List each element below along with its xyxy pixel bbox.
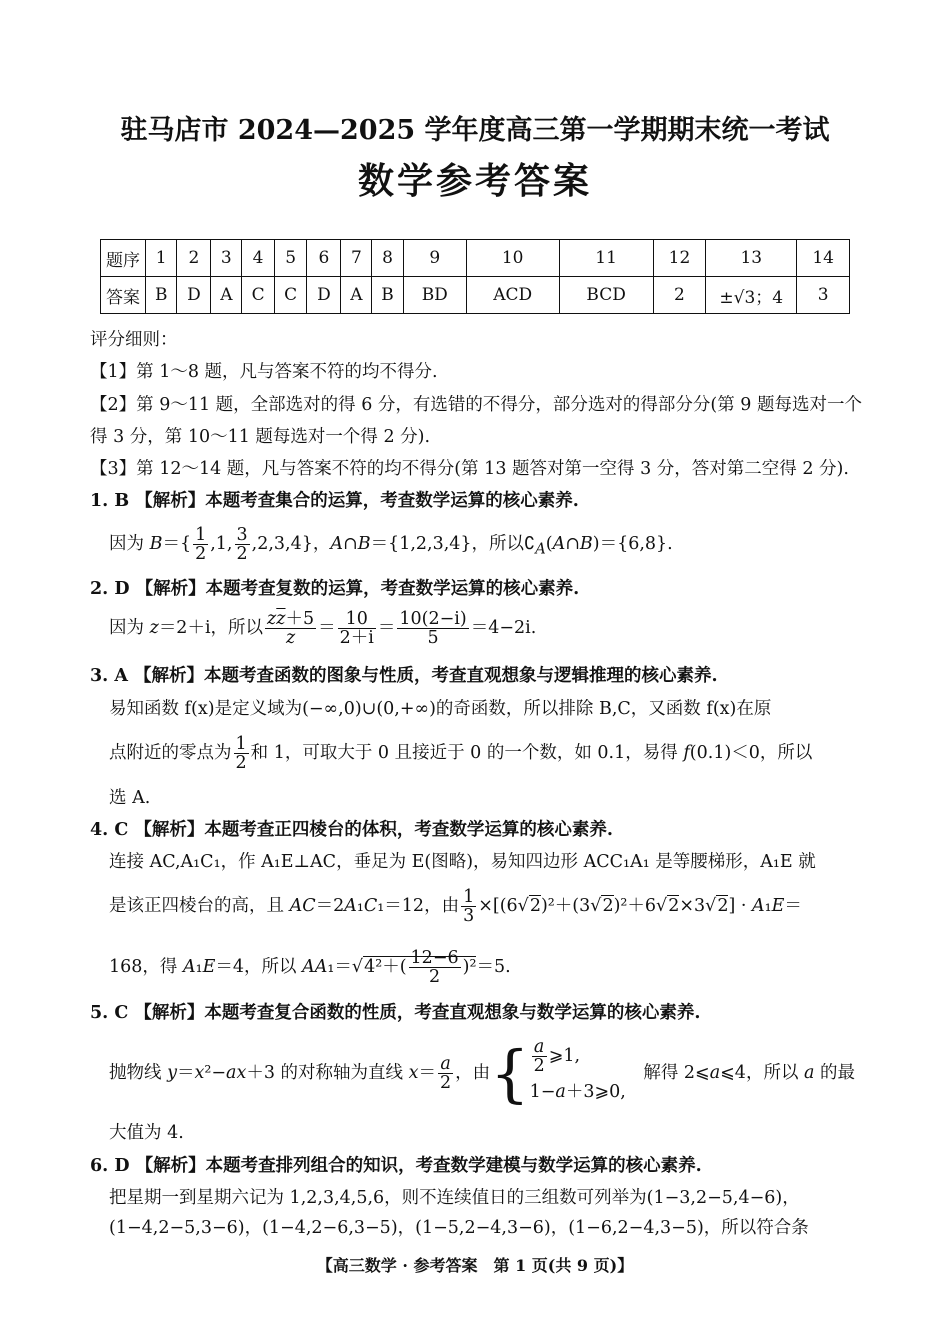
table-cell: 2: [177, 240, 211, 277]
q3-line: 点附近的零点为 $\frac{1}{2}$ 和 1，可取大于 0 且接近于 0 的一个数，如 0.1，易得 f(0.1)＜0，所以: [109, 734, 813, 773]
table-cell: D: [177, 277, 211, 314]
q2-heading: 2. D 【解析】本题考查复数的运算，考查数学运算的核心素养.: [90, 579, 580, 599]
table-cell: 12: [653, 240, 706, 277]
table-cell: C: [274, 277, 307, 314]
row-label: 答案: [101, 277, 146, 314]
table-cell: 5: [274, 240, 307, 277]
q2-solution: 因为 z＝2＋i，所以 $\frac{z\overline{z}+5}{z}$ ＝ $\frac{10}{2+i}$ ＝ $\frac{10(2-i)}{5}$ ＝4−2i.: [109, 609, 537, 648]
table-cell: ±√3；4: [706, 277, 797, 314]
scoring-rule: 【2】第 9～11 题，全部选对的得 6 分，有选错的不得分，部分选对的得部分分(第 9 题每选对一个: [90, 395, 863, 415]
q3-line: 选 A.: [109, 788, 151, 808]
table-cell: ACD: [466, 277, 559, 314]
scoring-heading: 评分细则：: [90, 330, 178, 350]
table-cell: BD: [403, 277, 466, 314]
table-cell: B: [146, 277, 177, 314]
table-cell: 1: [146, 240, 177, 277]
q4-heading: 4. C 【解析】本题考查正四棱台的体积，考查数学运算的核心素养.: [90, 820, 613, 840]
table-cell: A: [341, 277, 372, 314]
q4-line: 168，得 A₁E＝4，所以 AA₁＝√4²＋( $\frac{12-6}{2}$ )²＝5.: [109, 948, 511, 987]
table-cell: 10: [466, 240, 559, 277]
table-cell: D: [307, 277, 341, 314]
q1-heading: 1. B 【解析】本题考查集合的运算，考查数学运算的核心素养.: [90, 491, 579, 511]
table-cell: 9: [403, 240, 466, 277]
row-label: 题序: [101, 240, 146, 277]
table-cell: A: [211, 277, 242, 314]
question-number-row: [101, 240, 850, 277]
table-cell: BCD: [559, 277, 653, 314]
q3-heading: 3. A 【解析】本题考查函数的图象与性质，考查直观想象与逻辑推理的核心素养.: [90, 666, 718, 686]
q1-solution: 因为 B＝{ $\frac{1}{2}$ ,1, $\frac{3}{2}$ ,2,3,4}，A∩B＝{1,2,3,4}，所以$∁_A(A\cap B)=\{6,8\}$.: [109, 525, 673, 564]
table-cell: 13: [706, 240, 797, 277]
table-cell: 14: [797, 240, 850, 277]
table-cell: 4: [242, 240, 275, 277]
q5-solution: 抛物线 y＝x²−ax＋3 的对称轴为直线 x＝ $\frac{a}{2}$ ，由{ $\frac{a}{2}$ ⩾1, 1−a＋3⩾0, 解得 2⩽a⩽4，所以 a 的最: [109, 1036, 856, 1110]
table-cell: 11: [559, 240, 653, 277]
table-cell: 8: [372, 240, 403, 277]
page-footer: 【高三数学 · 参考答案 第 1 页(共 9 页)】: [316, 1256, 634, 1275]
scoring-rule: 得 3 分，第 10～11 题每选对一个得 2 分).: [90, 427, 431, 447]
answer-table: [100, 239, 850, 314]
q6-line: (1−4,2−5,3−6)，(1−4,2−6,3−5)，(1−5,2−4,3−6)，(1−6,2−4,3−5)，所以符合条: [109, 1218, 809, 1238]
table-cell: B: [372, 277, 403, 314]
q5-line: 大值为 4.: [109, 1123, 184, 1143]
answer-row: [101, 277, 850, 314]
exam-title: 驻马店市 2024—2025 学年度高三第一学期期末统一考试: [120, 115, 830, 146]
q4-line: 是该正四棱台的高，且 AC＝2A₁C₁＝12，由 $\frac{1}{3}$ ×[(6√2)²＋(3√2)²＋6√2×3√2] · A₁E＝: [109, 887, 802, 926]
q5-heading: 5. C 【解析】本题考查复合函数的性质，考查直观想象与数学运算的核心素养.: [90, 1003, 701, 1023]
q6-line: 把星期一到星期六记为 1,2,3,4,5,6，则不连续值日的三组数可列举为(1−3,2−5,4−6)，: [109, 1188, 800, 1208]
scoring-rule: 【1】第 1～8 题，凡与答案不符的均不得分.: [90, 362, 438, 382]
q3-line: 易知函数 f(x)是定义域为(−∞,0)∪(0,+∞)的奇函数，所以排除 B,C，又函数 f(x)在原: [109, 699, 772, 719]
q4-line: 连接 AC,A₁C₁，作 A₁E⊥AC，垂足为 E(图略)，易知四边形 ACC₁A₁ 是等腰梯形，A₁E 就: [109, 852, 816, 872]
table-cell: 6: [307, 240, 341, 277]
table-cell: 2: [653, 277, 706, 314]
table-cell: 7: [341, 240, 372, 277]
scoring-rule: 【3】第 12～14 题，凡与答案不符的均不得分(第 13 题答对第一空得 3 分，答对第二空得 2 分).: [90, 459, 849, 479]
table-cell: C: [242, 277, 275, 314]
q6-heading: 6. D 【解析】本题考查排列组合的知识，考查数学建模与数学运算的核心素养.: [90, 1156, 702, 1176]
document-subtitle: 数学参考答案: [357, 160, 592, 202]
table-cell: 3: [211, 240, 242, 277]
table-cell: 3: [797, 277, 850, 314]
